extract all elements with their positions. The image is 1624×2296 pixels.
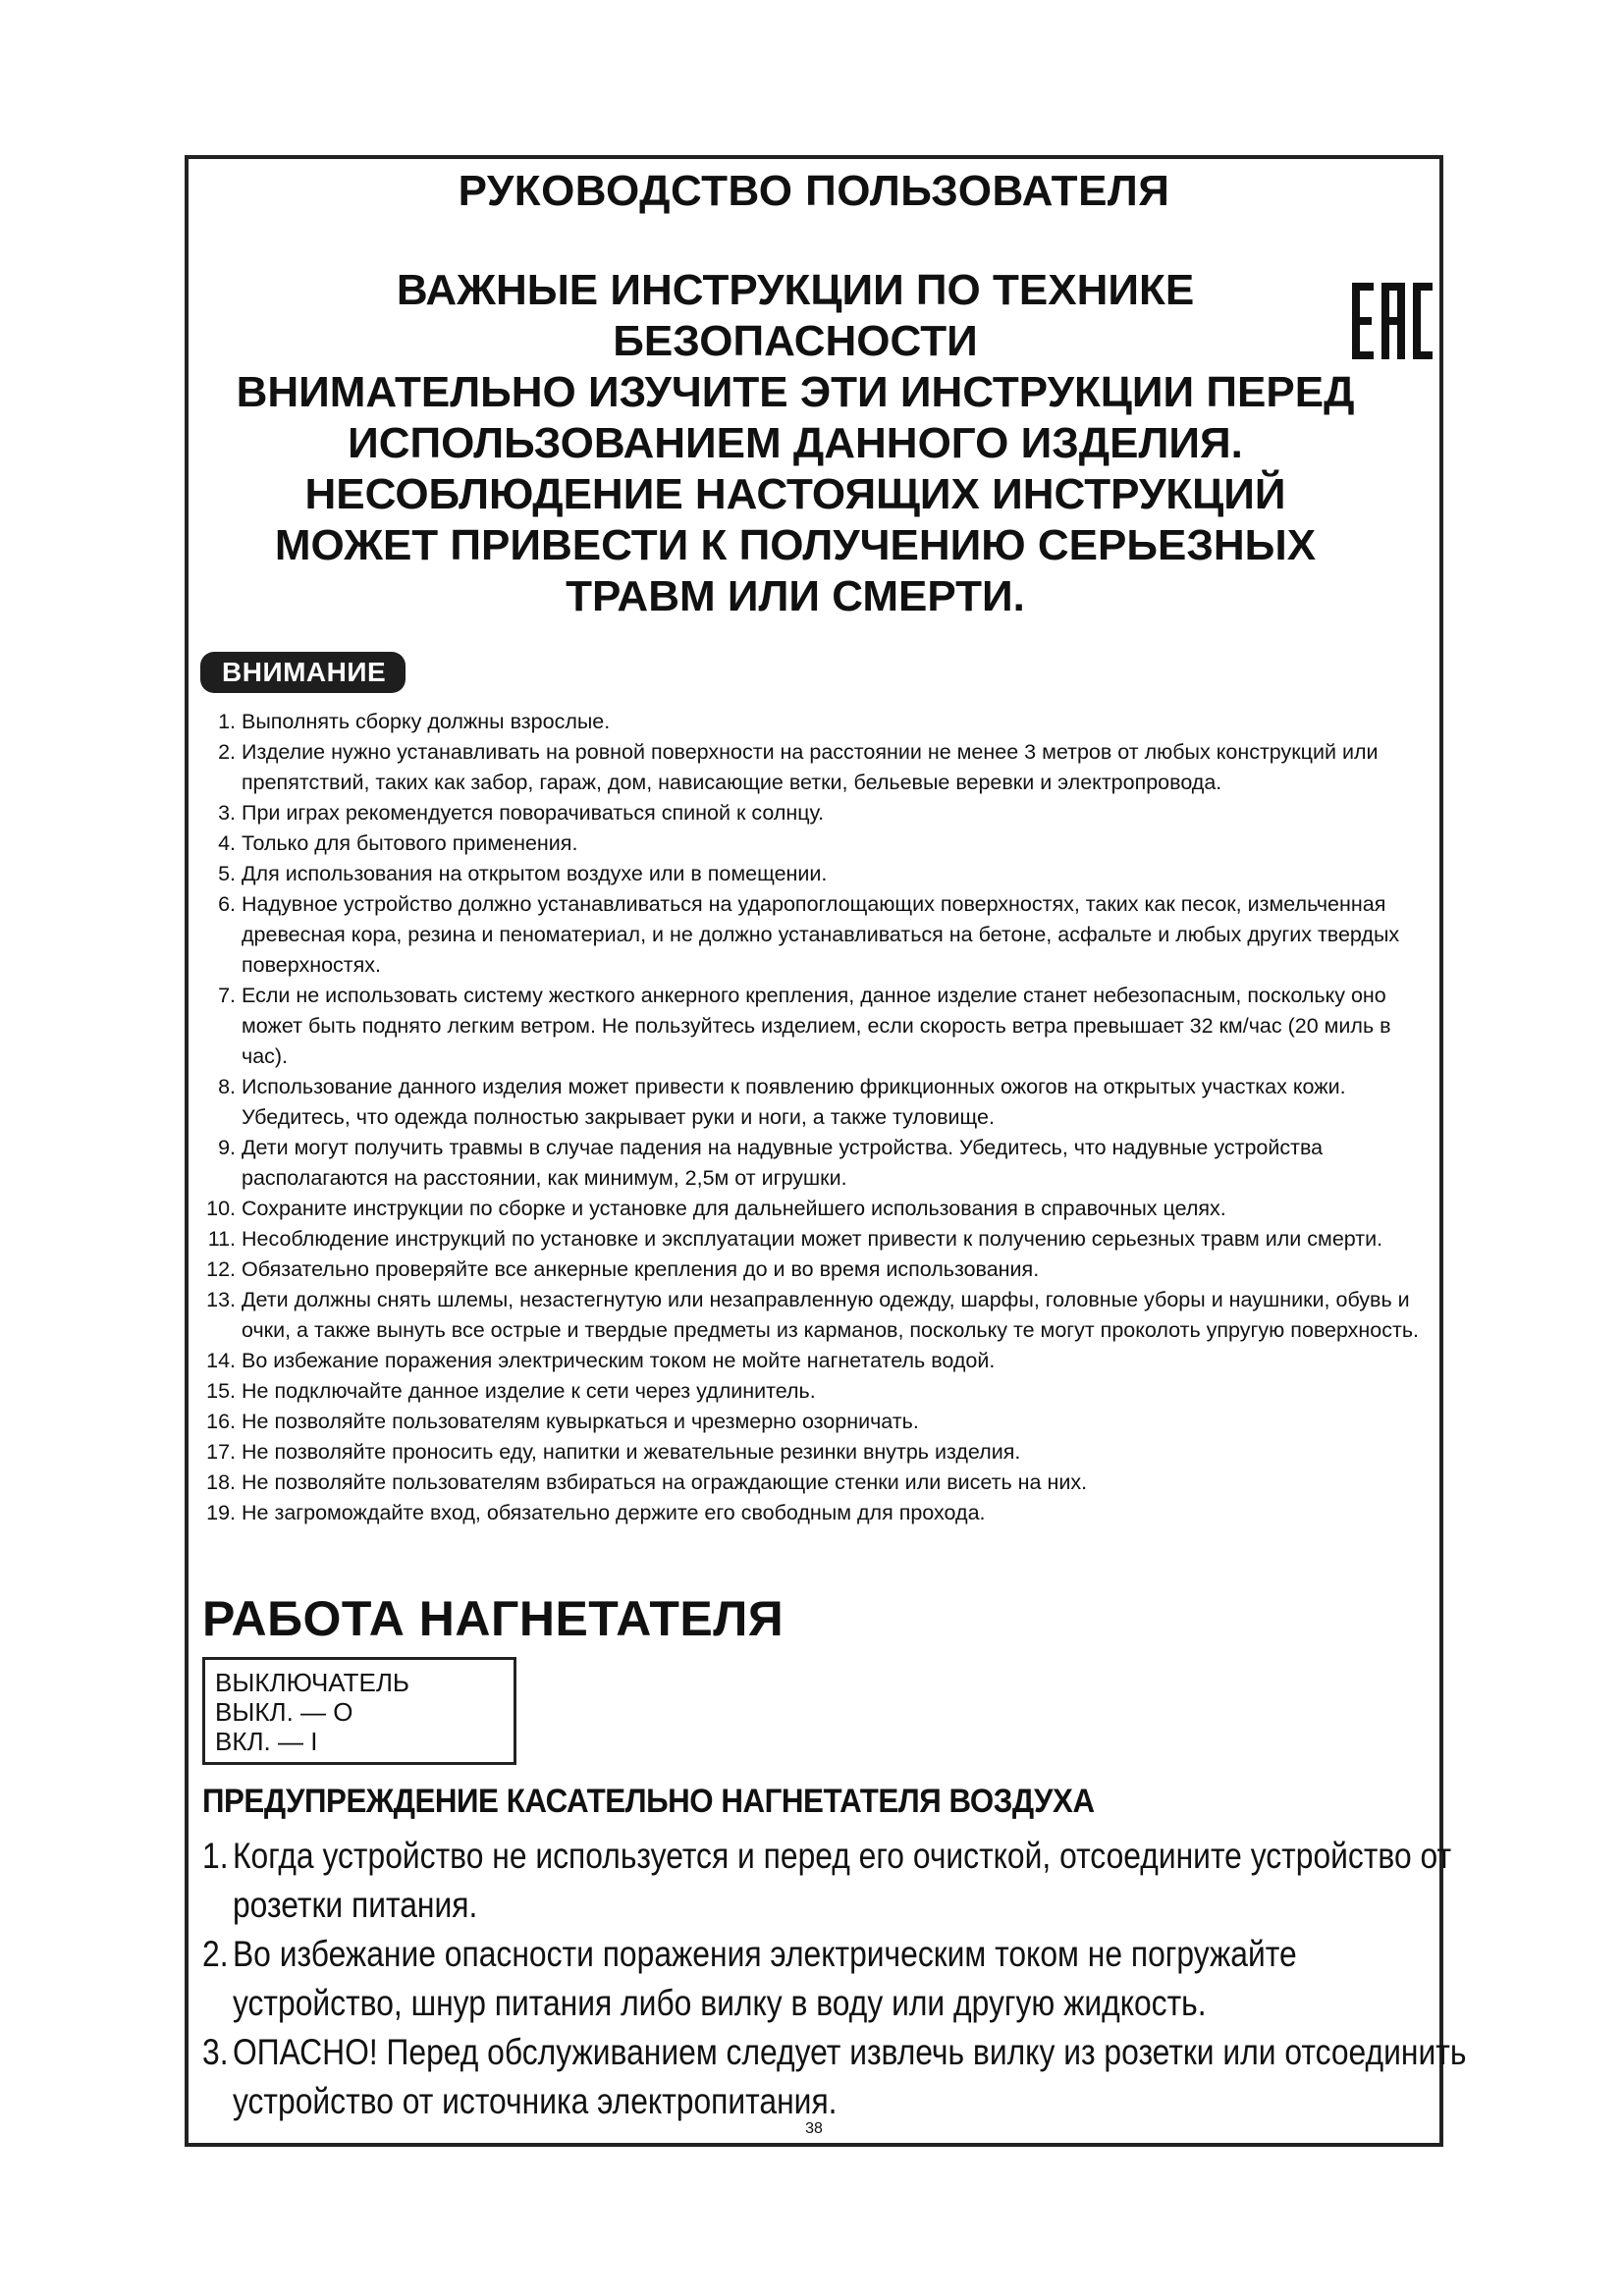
page-title: РУКОВОДСТВО ПОЛЬЗОВАТЕЛЯ [458,167,1170,215]
list-item [202,1255,1439,1285]
list-item-text: Сохраните инструкции по сборке и установке для дальнейшего использования в справочных целях. [242,1197,1226,1220]
list-item-number: 4. [218,831,236,855]
list-item [202,859,1439,889]
list-item-number: 19. [206,1501,236,1524]
list-item-text: Использование данного изделия может привести к появлению фрикционных ожогов на открытых участках кожи. Убедитесь, что одежда полностью закрывает руки и ноги, а также туловище. [242,1075,1346,1129]
blower-warnings-list [202,1832,1467,2126]
switch-label: ВЫКЛЮЧАТЕЛЬ [215,1668,409,1697]
list-item-text: Когда устройство не используется и перед его очисткой, отсоедините устройство от розетки питания. [232,1836,1452,1925]
list-item [202,1072,1439,1133]
list-item-number: 9. [218,1136,236,1159]
list-item-number: 18. [206,1470,236,1494]
list-item-text: Не загромождайте вход, обязательно держите его свободным для прохода. [242,1501,986,1524]
list-item [202,1498,1439,1528]
page-number: 38 [805,2120,823,2137]
safety-heading-line: ВАЖНЫЕ ИНСТРУКЦИИ ПО ТЕХНИКЕ [396,266,1195,314]
list-item-text: Выполнять сборку должны взрослые. [242,710,611,733]
list-item [202,1437,1439,1468]
switch-off-label: ВЫКЛ. — O [215,1697,353,1727]
warnings-list [202,707,1439,1528]
list-item-number: 1. [202,1836,229,1876]
list-item-number: 17. [206,1440,236,1464]
list-item-text: Во избежание опасности поражения электрическим током не погружайте устройство, шнур питания либо вилку в воду или другую жидкость. [232,1934,1297,2023]
list-item-number: 15. [206,1379,236,1403]
list-item-text: Для использования на открытом воздухе или в помещении. [242,862,828,885]
list-item-text: Не позволяйте пользователям взбираться на ограждающие стенки или висеть на них. [242,1470,1088,1494]
list-item-text: Не подключайте данное изделие к сети через удлинитель. [242,1379,816,1403]
list-item-text: Надувное устройство должно устанавливаться на ударопоглощающих поверхностях, таких как песок, измельченная древесная кора, резина и пеноматериал, и не должно устанавливаться на бетоне, асфальте и любых других твердых поверхностях. [242,892,1400,977]
safety-heading-line: МОЖЕТ ПРИВЕСТИ К ПОЛУЧЕНИЮ СЕРЬЕЗНЫХ [274,521,1317,569]
list-item [202,1224,1439,1255]
list-item [202,1832,1467,1930]
list-item [202,1285,1439,1346]
safety-heading-line: БЕЗОПАСНОСТИ [613,317,978,365]
switch-info-box [202,1657,516,1765]
safety-heading-line: ТРАВМ ИЛИ СМЕРТИ. [566,572,1025,620]
list-item [202,1346,1439,1376]
list-item-number: 16. [206,1410,236,1433]
list-item [202,1376,1439,1407]
list-item-text: Дети могут получить травмы в случае падения на надувные устройства. Убедитесь, что надувные устройства располагаются на расстоянии, как минимум, 2,5м от игрушки. [242,1136,1324,1190]
safety-heading-line: ИСПОЛЬЗОВАНИЕМ ДАННОГО ИЗДЕЛИЯ. [348,419,1243,467]
list-item-number: 11. [207,1227,236,1251]
list-item-number: 14. [206,1349,236,1372]
list-item [202,1194,1439,1224]
list-item-number: 6. [218,892,236,916]
list-item-number: 3. [202,2032,229,2072]
list-item [202,2028,1467,2126]
list-item-number: 7. [218,984,236,1007]
eac-certification-mark-icon [1350,279,1435,363]
list-item-text: Изделие нужно устанавливать на ровной поверхности на расстоянии не менее 3 метров от любых конструкций или препятствий, таких как забор, гараж, дом, нависающие ветки, бельевые веревки и электропровода. [242,740,1379,794]
safety-heading-line: ВНИМАТЕЛЬНО ИЗУЧИТЕ ЭТИ ИНСТРУКЦИИ ПЕРЕД [236,368,1355,416]
list-item-text: Во избежание поражения электрическим током не мойте нагнетатель водой. [242,1349,996,1372]
list-item-text: Не позволяйте пользователям кувыркаться и чрезмерно озорничать. [242,1410,919,1433]
list-item [202,1407,1439,1437]
list-item-text: Несоблюдение инструкций по установке и эксплуатации может привести к получению серьезных травм или смерти. [242,1227,1383,1251]
list-item-text: Только для бытового применения. [242,831,578,855]
blower-warning-heading: ПРЕДУПРЕЖДЕНИЕ КАСАТЕЛЬНО НАГНЕТАТЕЛЯ ВОЗДУХА [202,1783,1095,1820]
switch-on-label: ВКЛ. — I [215,1727,318,1756]
list-item-text: При играх рекомендуется поворачиваться спиной к солнцу. [242,801,825,825]
list-item-text: Обязательно проверяйте все анкерные крепления до и во время использования. [242,1257,1040,1281]
list-item-number: 12. [206,1257,236,1281]
list-item-number: 8. [218,1075,236,1098]
list-item [202,981,1439,1072]
list-item-text: ОПАСНО! Перед обслуживанием следует извлечь вилку из розетки или отсоединить устройство от источника электропитания. [232,2032,1467,2121]
list-item [202,828,1439,859]
safety-heading [196,265,1394,622]
list-item [202,737,1439,798]
list-item-text: Если не использовать систему жесткого анкерного крепления, данное изделие станет небезопасным, поскольку оно может быть поднято легким ветром. Не пользуйтесь изделием, если скорость ветра превышает 32 км/час (20 миль в час). [242,984,1391,1068]
list-item [202,1133,1439,1194]
list-item-number: 13. [206,1288,236,1311]
list-item-text: Не позволяйте проносить еду, напитки и жевательные резинки внутрь изделия. [242,1440,1021,1464]
list-item [202,707,1439,737]
list-item-number: 5. [218,862,236,885]
list-item [202,1930,1467,2028]
list-item-number: 3. [218,801,236,825]
list-item [202,889,1439,981]
list-item-number: 1. [218,710,236,733]
list-item [202,798,1439,828]
safety-heading-line: НЕСОБЛЮДЕНИЕ НАСТОЯЩИХ ИНСТРУКЦИЙ [304,470,1286,518]
list-item-number: 2. [218,740,236,764]
list-item-number: 2. [202,1934,229,1974]
blower-operation-heading: РАБОТА НАГНЕТАТЕЛЯ [202,1591,785,1646]
list-item-number: 10. [206,1197,236,1220]
list-item-text: Дети должны снять шлемы, незастегнутую или незаправленную одежду, шарфы, головные уборы и наушники, обувь и очки, а также вынуть все острые и твердые предметы из карманов, поскольку те могут проколоть упругую поверхность. [242,1288,1420,1342]
attention-badge: ВНИМАНИЕ [200,652,406,693]
list-item [202,1468,1439,1498]
